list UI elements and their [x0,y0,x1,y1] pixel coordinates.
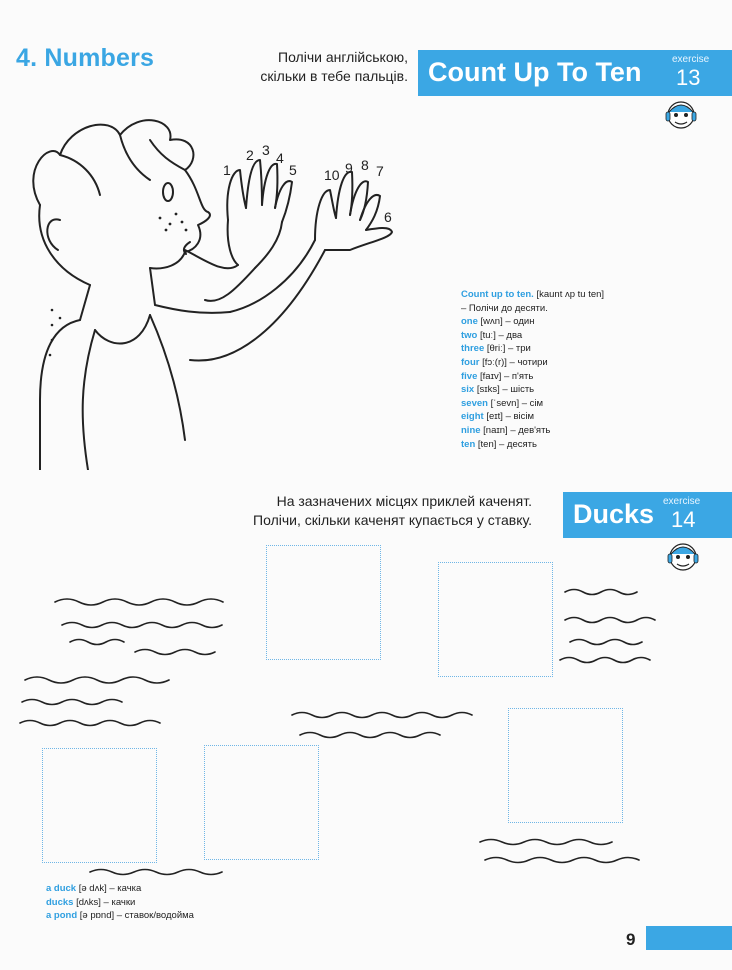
vocab-item: ten [ten] – десять [461,438,537,450]
exercise-13-banner [418,50,732,96]
vocab-item: – Полічи до десяти. [461,302,548,314]
exercise-13-title: Count Up To Ten [428,57,642,87]
vocab-item: one [wʌn] – один [461,316,535,328]
instruction-line: На зазначених місцях приклей каченят. [276,493,532,509]
vocab-item: a duck [ə dʌk] – качка [46,883,142,894]
finger-number: 8 [361,157,369,173]
vocab-item: seven [ˈsevn] – сім [461,397,544,409]
finger-number: 3 [262,142,270,158]
finger-number: 2 [246,147,254,163]
page-number-bar [646,926,732,950]
instruction-line: Полічи англійською, [278,49,408,65]
exercise-14-title: Ducks [573,499,655,529]
instruction-line: Полічи, скільки каченят купається у ставку. [253,512,532,528]
finger-number: 5 [289,162,297,178]
vocabulary-list [461,288,604,451]
exercise-number: 14 [671,507,696,532]
exercise-label: exercise [663,496,701,507]
finger-number: 7 [376,163,384,179]
vocab-item: Count up to ten. [kaunt ʌp tu ten] [461,289,605,300]
vocab-item: two [tuː] – два [461,329,523,341]
vocab-item: eight [eɪt] – вісім [461,411,535,423]
mascot-icon [664,98,698,132]
finger-number: 9 [345,160,353,176]
exercise-13-instruction [238,48,408,86]
section-title: 4. Numbers [16,44,155,72]
vocab-item: a pond [ə pɒnd] – ставок/водойма [46,910,194,922]
finger-number: 6 [384,209,392,225]
exercise-number: 13 [676,65,701,90]
finger-number: 1 [223,162,231,178]
exercise-14-instruction [250,492,532,530]
boy-illustration [0,100,420,470]
vocabulary-list [46,882,194,923]
vocab-item: three [θriː] – три [461,343,531,355]
finger-number: 10 [324,167,340,183]
vocab-item: four [fɔː(r)] – чотири [461,356,548,368]
exercise-14-banner [563,492,732,538]
page-number: 9 [626,930,636,949]
exercise-label: exercise [672,54,710,65]
vocab-item: six [sɪks] – шість [461,384,535,396]
vocab-item: ducks [dʌks] – качки [46,896,136,908]
instruction-line: скільки в тебе пальців. [260,68,408,84]
vocab-item: nine [naɪn] – дев'ять [461,424,551,436]
pond-waves [0,560,732,890]
finger-number: 4 [276,150,284,166]
vocab-item: five [faɪv] – п'ять [461,370,534,382]
